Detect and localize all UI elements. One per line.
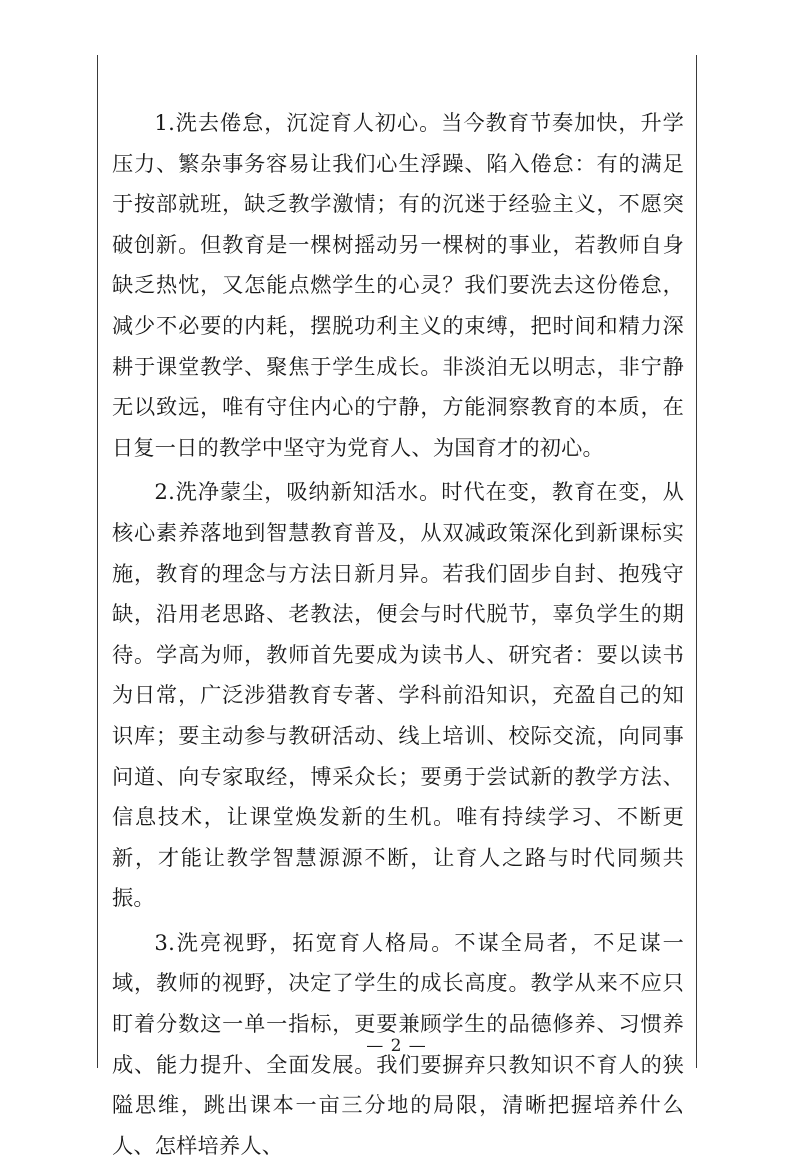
paragraph-3: 3.洗亮视野，拓宽育人格局。不谋全局者，不足谋一域，教师的视野，决定了学生的成长高度。教学从来不应只盯着分数这一单一指标，更要兼顾学生的品德修养、习惯养成、能力提升、全面发展。我们要摒弃只教知识不育人的狭隘思维，跳出课本一亩三分地的局限，清晰把握培养什么人、怎样培养人、 <box>112 929 684 1158</box>
paragraph-2: 2.洗净蒙尘，吸纳新知活水。时代在变，教育在变，从核心素养落地到智慧教育普及，从双减政策深化到新课标实施，教育的理念与方法日新月异。若我们固步自封、抱残守缺，沿用老思路、老教法，便会与时代脱节，辜负学生的期待。学高为师，教师首先要成为读书人、研究者：要以读书为日常，广泛涉猎教育专著、学科前沿知识，充盈自己的知识库；要主动参与教研活动、线上培训、校际交流，向同事问道、向专家取经，博采众长；要勇于尝试新的教学方法、信息技术，让课堂焕发新的生机。唯有持续学习、不断更新，才能让教学智慧源源不断，让育人之路与时代同频共振。 <box>112 479 684 911</box>
page-number: — 2 — <box>366 1036 427 1056</box>
document-body <box>112 103 684 1170</box>
paragraph-1: 1.洗去倦怠，沉淀育人初心。当今教育节奏加快，升学压力、繁杂事务容易让我们心生浮躁、陷入倦怠：有的满足于按部就班，缺乏教学激情；有的沉迷于经验主义，不愿突破创新。但教育是一棵树摇动另一棵树的事业，若教师自身缺乏热忱，又怎能点燃学生的心灵？我们要洗去这份倦怠，减少不必要的内耗，摆脱功利主义的束缚，把时间和精力深耕于课堂教学、聚焦于学生成长。非淡泊无以明志，非宁静无以致远，唯有守住内心的宁静，方能洞察教育的本质，在日复一日的教学中坚守为党育人、为国育才的初心。 <box>112 110 684 460</box>
